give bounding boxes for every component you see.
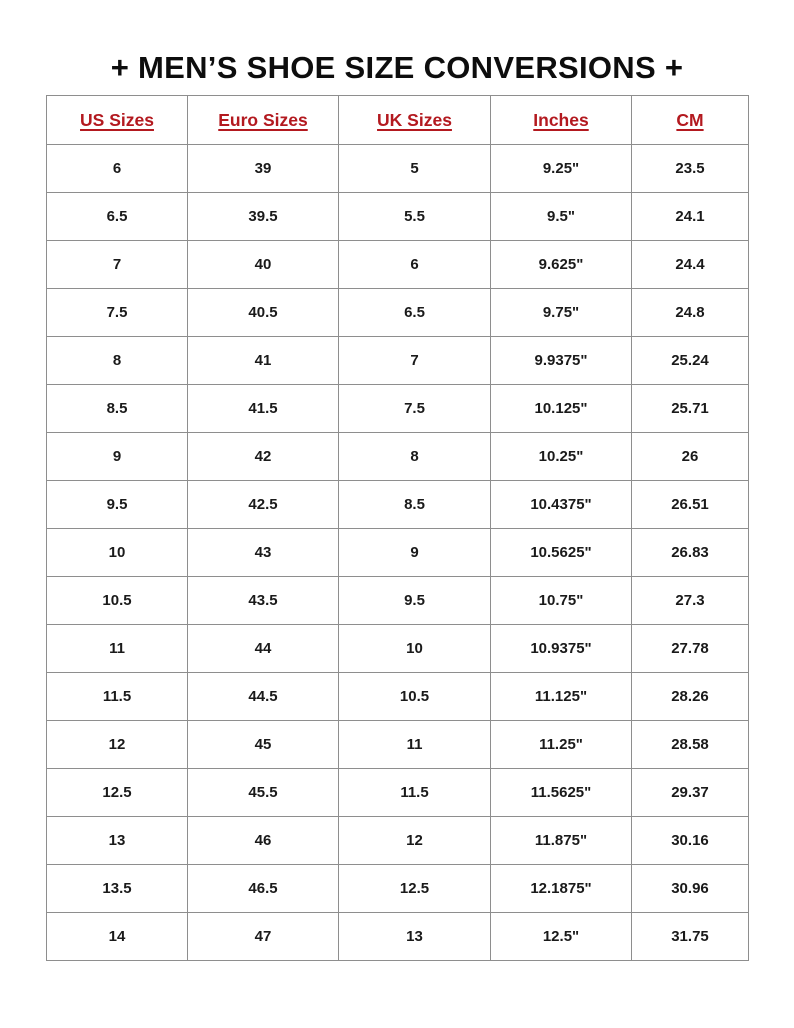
- us-size-cell: 6: [47, 145, 188, 193]
- euro-size-cell: 45: [188, 721, 339, 769]
- column-header-inches: Inches: [491, 96, 632, 145]
- cm-cell: 27.78: [632, 625, 749, 673]
- euro-size-cell: 42.5: [188, 481, 339, 529]
- euro-size-cell: 40: [188, 241, 339, 289]
- cm-cell: 28.26: [632, 673, 749, 721]
- table-row: [47, 385, 749, 433]
- table-row: [47, 145, 749, 193]
- uk-size-cell: 8.5: [339, 481, 491, 529]
- uk-size-cell: 8: [339, 433, 491, 481]
- uk-size-cell: 6: [339, 241, 491, 289]
- table-header: [47, 96, 749, 145]
- table-row: [47, 481, 749, 529]
- uk-size-cell: 11.5: [339, 769, 491, 817]
- euro-size-cell: 45.5: [188, 769, 339, 817]
- us-size-cell: 13: [47, 817, 188, 865]
- inches-cell: 9.5": [491, 193, 632, 241]
- uk-size-cell: 12: [339, 817, 491, 865]
- euro-size-cell: 39.5: [188, 193, 339, 241]
- cm-cell: 30.96: [632, 865, 749, 913]
- us-size-cell: 9.5: [47, 481, 188, 529]
- cm-cell: 28.58: [632, 721, 749, 769]
- table-row: [47, 433, 749, 481]
- us-size-cell: 9: [47, 433, 188, 481]
- uk-size-cell: 5: [339, 145, 491, 193]
- euro-size-cell: 46: [188, 817, 339, 865]
- inches-cell: 10.4375": [491, 481, 632, 529]
- page-title: + MEN’S SHOE SIZE CONVERSIONS +: [110, 50, 684, 85]
- euro-size-cell: 40.5: [188, 289, 339, 337]
- uk-size-cell: 10: [339, 625, 491, 673]
- table-header-row: [47, 96, 749, 145]
- euro-size-cell: 41.5: [188, 385, 339, 433]
- table-row: [47, 865, 749, 913]
- us-size-cell: 10: [47, 529, 188, 577]
- uk-size-cell: 7.5: [339, 385, 491, 433]
- inches-cell: 11.875": [491, 817, 632, 865]
- uk-size-cell: 6.5: [339, 289, 491, 337]
- cm-cell: 26.51: [632, 481, 749, 529]
- us-size-cell: 8.5: [47, 385, 188, 433]
- uk-size-cell: 11: [339, 721, 491, 769]
- us-size-cell: 12.5: [47, 769, 188, 817]
- table-row: [47, 241, 749, 289]
- table-row: [47, 289, 749, 337]
- us-size-cell: 6.5: [47, 193, 188, 241]
- cm-cell: 26.83: [632, 529, 749, 577]
- inches-cell: 11.5625": [491, 769, 632, 817]
- column-header-us-sizes: US Sizes: [47, 96, 188, 145]
- inches-cell: 11.125": [491, 673, 632, 721]
- euro-size-cell: 43: [188, 529, 339, 577]
- cm-cell: 25.71: [632, 385, 749, 433]
- euro-size-cell: 44.5: [188, 673, 339, 721]
- column-header-euro-sizes: Euro Sizes: [188, 96, 339, 145]
- euro-size-cell: 44: [188, 625, 339, 673]
- inches-cell: 10.75": [491, 577, 632, 625]
- cm-cell: 27.3: [632, 577, 749, 625]
- euro-size-cell: 43.5: [188, 577, 339, 625]
- table-row: [47, 577, 749, 625]
- table-row: [47, 673, 749, 721]
- uk-size-cell: 7: [339, 337, 491, 385]
- cm-cell: 29.37: [632, 769, 749, 817]
- uk-size-cell: 13: [339, 913, 491, 961]
- table-row: [47, 913, 749, 961]
- us-size-cell: 11.5: [47, 673, 188, 721]
- table-body: [47, 145, 749, 961]
- column-header-uk-sizes: UK Sizes: [339, 96, 491, 145]
- cm-cell: 30.16: [632, 817, 749, 865]
- cm-cell: 25.24: [632, 337, 749, 385]
- inches-cell: 11.25": [491, 721, 632, 769]
- table-row: [47, 817, 749, 865]
- euro-size-cell: 39: [188, 145, 339, 193]
- table-row: [47, 721, 749, 769]
- us-size-cell: 11: [47, 625, 188, 673]
- cm-cell: 31.75: [632, 913, 749, 961]
- us-size-cell: 7: [47, 241, 188, 289]
- us-size-cell: 12: [47, 721, 188, 769]
- euro-size-cell: 47: [188, 913, 339, 961]
- cm-cell: 24.8: [632, 289, 749, 337]
- us-size-cell: 13.5: [47, 865, 188, 913]
- euro-size-cell: 41: [188, 337, 339, 385]
- uk-size-cell: 9.5: [339, 577, 491, 625]
- cm-cell: 23.5: [632, 145, 749, 193]
- inches-cell: 12.5": [491, 913, 632, 961]
- uk-size-cell: 12.5: [339, 865, 491, 913]
- column-header-cm: CM: [632, 96, 749, 145]
- us-size-cell: 10.5: [47, 577, 188, 625]
- inches-cell: 10.25": [491, 433, 632, 481]
- table-row: [47, 529, 749, 577]
- inches-cell: 10.5625": [491, 529, 632, 577]
- uk-size-cell: 5.5: [339, 193, 491, 241]
- uk-size-cell: 10.5: [339, 673, 491, 721]
- cm-cell: 24.1: [632, 193, 749, 241]
- cm-cell: 24.4: [632, 241, 749, 289]
- us-size-cell: 14: [47, 913, 188, 961]
- euro-size-cell: 42: [188, 433, 339, 481]
- inches-cell: 10.9375": [491, 625, 632, 673]
- euro-size-cell: 46.5: [188, 865, 339, 913]
- uk-size-cell: 9: [339, 529, 491, 577]
- us-size-cell: 8: [47, 337, 188, 385]
- table-row: [47, 193, 749, 241]
- table-row: [47, 337, 749, 385]
- table-row: [47, 769, 749, 817]
- us-size-cell: 7.5: [47, 289, 188, 337]
- inches-cell: 10.125": [491, 385, 632, 433]
- table-row: [47, 625, 749, 673]
- cm-cell: 26: [632, 433, 749, 481]
- inches-cell: 9.25": [491, 145, 632, 193]
- inches-cell: 9.9375": [491, 337, 632, 385]
- inches-cell: 12.1875": [491, 865, 632, 913]
- inches-cell: 9.75": [491, 289, 632, 337]
- size-conversion-table: [46, 95, 749, 961]
- inches-cell: 9.625": [491, 241, 632, 289]
